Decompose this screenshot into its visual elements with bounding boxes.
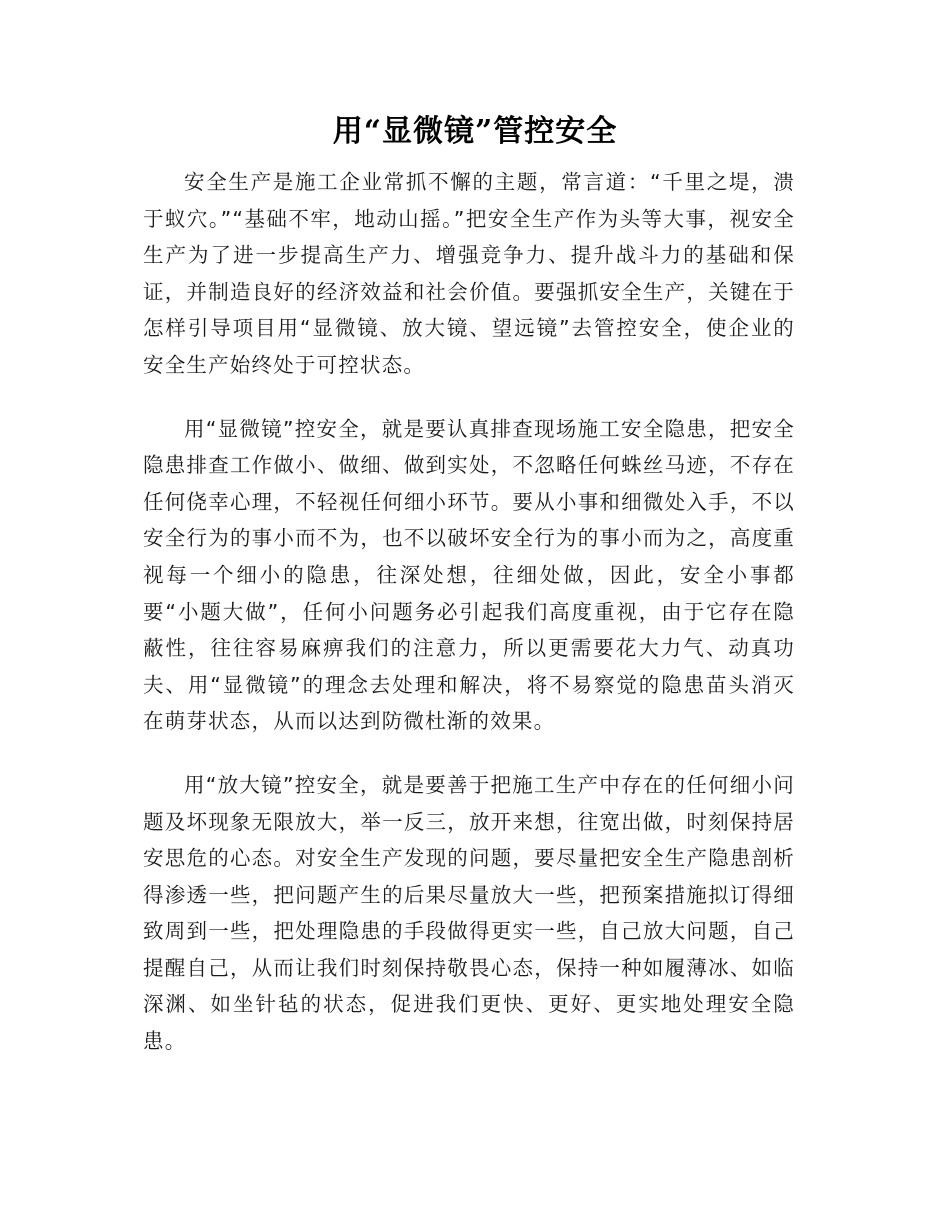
paragraph-3: 用“放大镜”控安全，就是要善于把施工生产中存在的任何细小问题及坏现象无限放大，举一反三，放开来想，往宽出做，时刻保持居安思危的心态。对安全生产发现的问题，要尽量把安全生产隐患剖析得渗透一些，把问题产生的后果尽量放大一些，把预案措施拟订得细致周到一些，把处理隐患的手段做得更实一些，自己放大问题，自己提醒自己，从而让我们时刻保持敬畏心态，保持一种如履薄冰、如临深渊、如坐针毡的状态，促进我们更快、更好、更实地处理安全隐患。 xyxy=(143,772,795,1054)
document-title: 用“显微镜”管控安全 xyxy=(332,114,618,149)
document-body xyxy=(143,164,795,1060)
paragraph-1: 安全生产是施工企业常抓不懈的主题，常言道：“千里之堤，溃于蚁穴。”“基础不牢，地动山摇。”把安全生产作为头等大事，视安全生产为了进一步提高生产力、增强竞争力、提升战斗力的基础和保证，并制造良好的经济效益和社会价值。要强抓安全生产，关键在于怎样引导项目用“显微镜、放大镜、望远镜”去管控安全，使企业的安全生产始终处于可控状态。 xyxy=(143,170,795,377)
paragraph-2: 用“显微镜”控安全，就是要认真排查现场施工安全隐患，把安全隐患排查工作做小、做细、做到实处，不忽略任何蛛丝马迹，不存在任何侥幸心理，不轻视任何细小环节。要从小事和细微处入手，不以安全行为的事小而不为，也不以破坏安全行为的事小而为之，高度重视每一个细小的隐患，往深处想，往细处做，因此，安全小事都要“小题大做”，任何小问题务必引起我们高度重视，由于它存在隐蔽性，往往容易麻痹我们的注意力，所以更需要花大力气、动真功夫、用“显微镜”的理念去处理和解决，将不易察觉的隐患苗头消灭在萌芽状态，从而以达到防微杜渐的效果。 xyxy=(143,416,795,734)
